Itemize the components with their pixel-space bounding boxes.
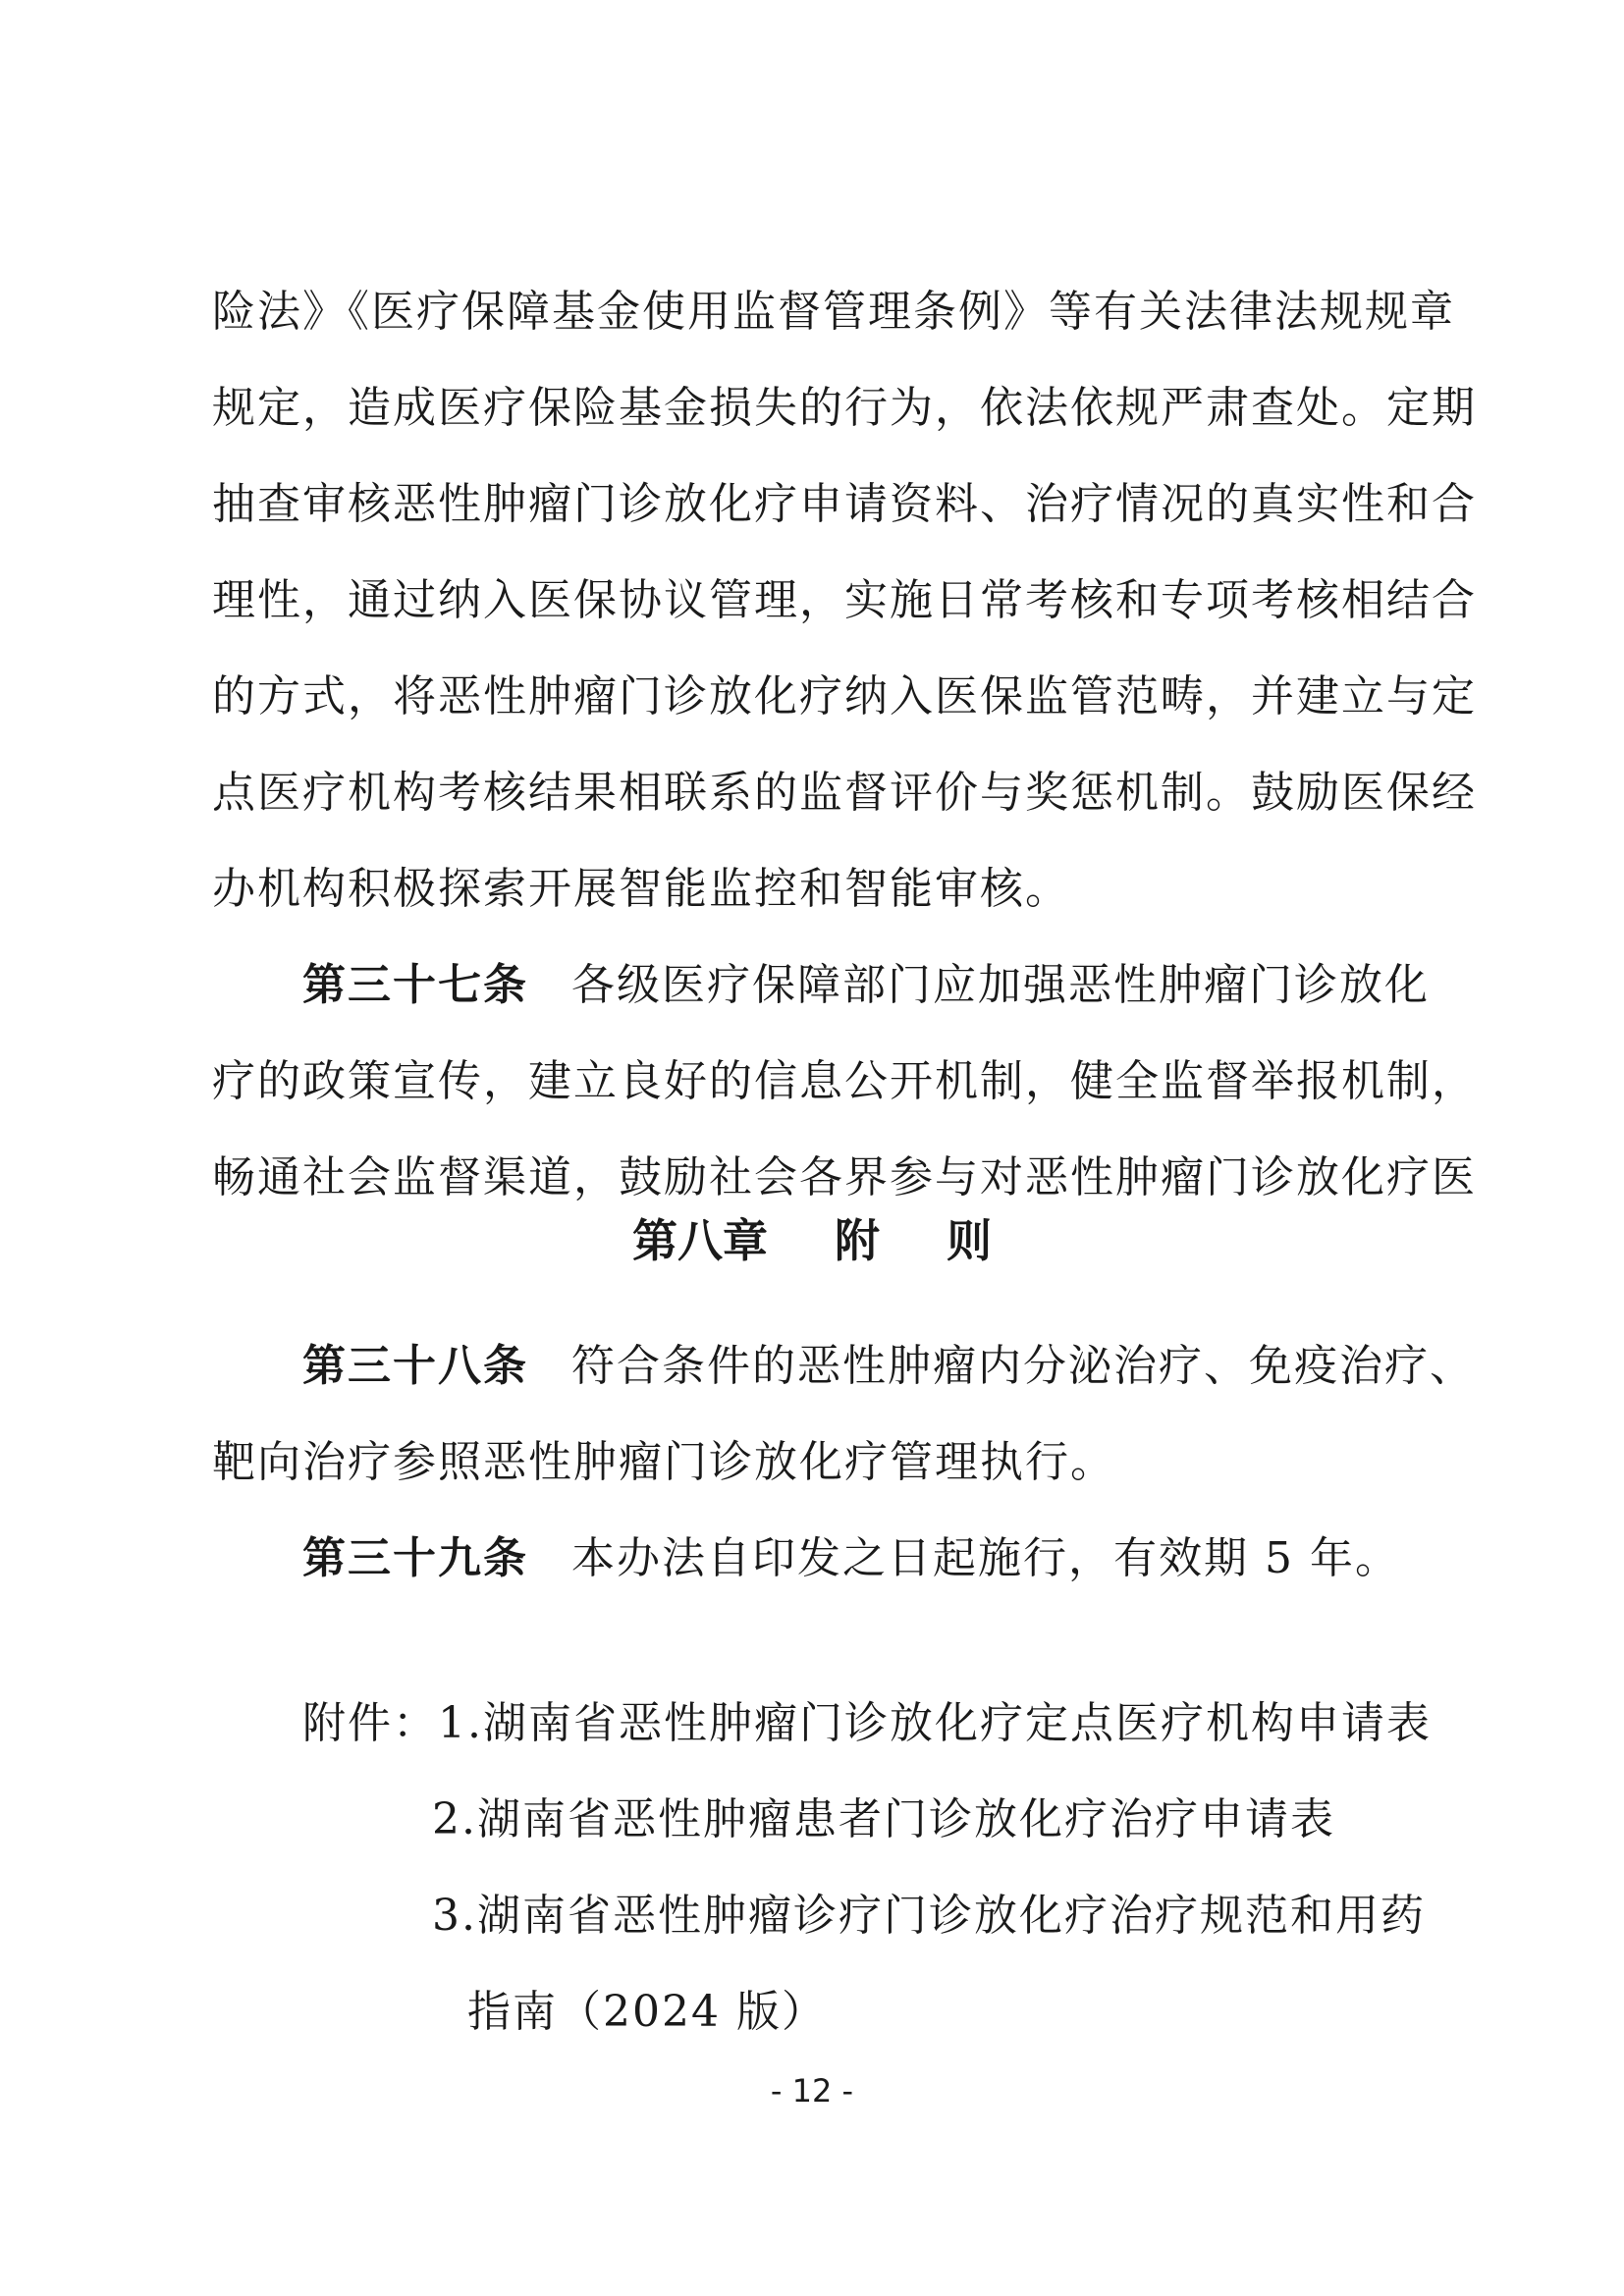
para1-line-2: 规定，造成医疗保险基金损失的行为，依法依规严肃查处。定期 xyxy=(212,383,1477,433)
para1-line-7: 办机构积极探索开展智能监控和智能审核。 xyxy=(212,864,1070,914)
article38-line-2: 靶向治疗参照恶性肿瘤门诊放化疗管理执行。 xyxy=(212,1437,1115,1487)
attachment-line-1 xyxy=(302,1692,1432,1755)
chapter-heading xyxy=(0,1209,1624,1272)
para1-line-4: 理性，通过纳入医保协议管理，实施日常考核和专项考核相结合 xyxy=(212,575,1477,625)
article37-label: 第三十七条 xyxy=(302,960,528,1010)
article38-first-line xyxy=(302,1335,1475,1398)
article39-line xyxy=(302,1527,1422,1590)
para1-line-3: 抽查审核恶性肿瘤门诊放化疗申请资料、治疗情况的真实性和合 xyxy=(212,479,1477,529)
para1-line-5: 的方式，将恶性肿瘤门诊放化疗纳入医保监管范畴，并建立与定 xyxy=(212,671,1477,721)
article39-text: 本办法自印发之日起施行，有效期 5 年。 xyxy=(571,1533,1400,1583)
article37-first-text: 各级医疗保障部门应加强恶性肿瘤门诊放化 xyxy=(571,960,1430,1010)
article37-line-3: 畅通社会监督渠道，鼓励社会各界参与对恶性肿瘤门诊放化疗医 xyxy=(212,1152,1477,1202)
attachments-label: 附件： xyxy=(302,1698,438,1748)
attachment-item-3: 3.湖南省恶性肿瘤诊疗门诊放化疗治疗规范和用药 xyxy=(432,1891,1426,1941)
attachment-item-3-continued: 指南（2024 版） xyxy=(467,1987,827,2037)
para1-line-1: 险法》《医疗保障基金使用监督管理条例》等有关法律法规规章 xyxy=(212,287,1455,337)
attachment-item-1: 1.湖南省恶性肿瘤门诊放化疗定点医疗机构申请表 xyxy=(438,1698,1432,1748)
attachment-item-2: 2.湖南省恶性肿瘤患者门诊放化疗治疗申请表 xyxy=(432,1794,1335,1844)
chapter-word-1: 附 xyxy=(835,1214,880,1267)
article39-label: 第三十九条 xyxy=(302,1533,528,1583)
article37-line-2: 疗的政策宣传，建立良好的信息公开机制，健全监督举报机制， xyxy=(212,1056,1477,1106)
article38-first-text: 符合条件的恶性肿瘤内分泌治疗、免疫治疗、 xyxy=(571,1341,1475,1391)
chapter-number: 第八章 xyxy=(632,1214,768,1267)
para1-line-6: 点医疗机构考核结果相联系的监督评价与奖惩机制。鼓励医保经 xyxy=(212,768,1477,818)
page-number: - 12 - xyxy=(770,2072,854,2109)
article38-label: 第三十八条 xyxy=(302,1341,528,1391)
article37-first-line xyxy=(302,954,1430,1017)
chapter-word-2: 则 xyxy=(947,1214,992,1267)
